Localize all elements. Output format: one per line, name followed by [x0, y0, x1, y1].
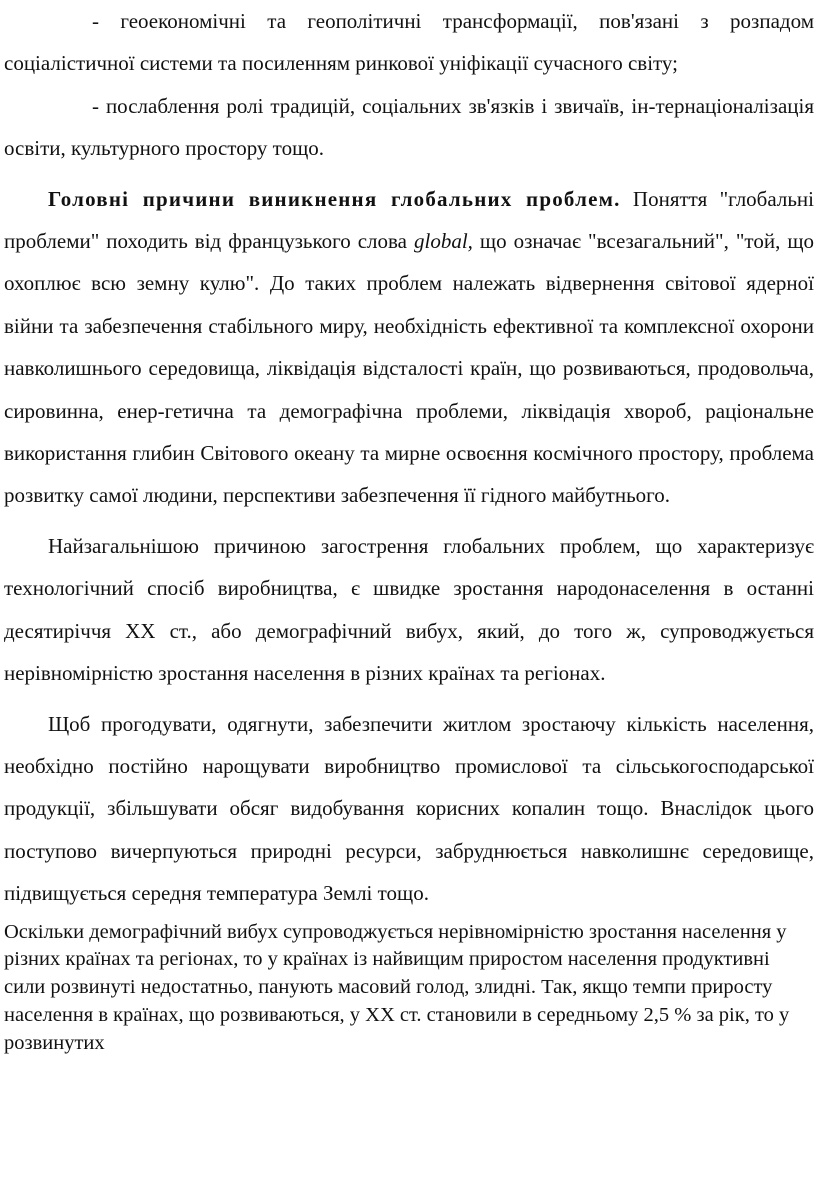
section-heading: Головні причини виникнення глобальних проблем.	[48, 186, 621, 211]
section-term: global,	[414, 229, 473, 254]
section-paragraph	[4, 178, 814, 517]
tail-paragraph: Оскільки демографічний вибух супроводжується нерівномірністю зростання населення у різних країнах та регіонах, то у країнах із найвищим приростом населення продуктивні сили розвинуті недостатньо, панують масовий голод, злидні. Так, якщо темпи приросту населення в країнах, що розвиваються, у XX ст. становили в середньому 2,5 % за рік, то у розвинутих	[4, 920, 790, 1054]
bullet-item: - геоекономічні та геополітичні трансформації, пов'язані з розпадом соціалістичної системи та посиленням ринкової уніфікації сучасного світу;	[4, 9, 814, 76]
tail-text	[4, 919, 814, 1058]
body-paragraph: Щоб прогодувати, одягнути, забезпечити житлом зростаючу кількість населення, необхідно постійно нарощувати виробництво промислової та сільськогосподарської продукції, збільшувати обсяг видобування корисних копалин тощо. Внаслідок цього поступово вичерпуються природні ресурси, забруднюється навколишнє середовище, підвищується середня температура Землі тощо.	[4, 711, 814, 906]
main-text	[4, 0, 814, 915]
section-text-start: Поняття "глобальні проблеми" походить від французького слова	[4, 186, 815, 254]
bullet-item: - послаблення ролі традицій, соціальних зв'язків і звичаїв, ін-тернаціоналізація освіти, культурного простору тощо.	[4, 93, 814, 161]
body-paragraph: Найзагальнішою причиною загострення глобальних проблем, що характеризує технологічний спосіб виробництва, є швидке зростання народонаселення в останні десятиріччя XX ст., або демографічний вибух, який, до того ж, супроводжується нерівномірністю зростання населення в різних країнах та регіонах.	[4, 533, 814, 686]
section-text-end: що означає "всезагальний", "той, що охоплює всю земну кулю". До таких проблем належать відвернення світової ядерної війни та забезпечення стабільного миру, необхідність ефективної та комплексної охорони навколишнього середовища, ліквідація відсталості країн, що розвиваються, продовольча, сировинна, енер-гетична та демографічна проблеми, ліквідація хвороб, раціональне використання глибин Світового океану та мирне освоєння космічного простору, проблема розвитку самої людини, перспективи забезпечення її гідного майбутнього.	[4, 229, 814, 508]
